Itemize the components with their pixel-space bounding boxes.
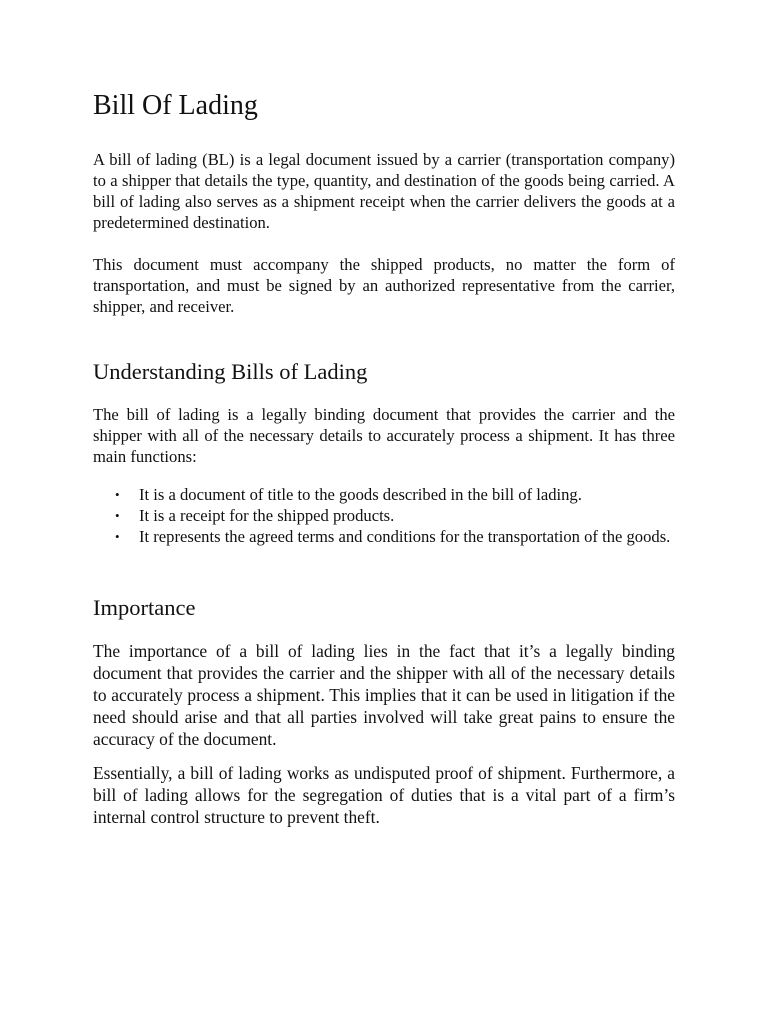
document-page (93, 86, 675, 828)
functions-list (93, 484, 675, 547)
bullet-icon: • (115, 529, 120, 544)
intro-paragraph-1: A bill of lading (BL) is a legal document issued by a carrier (transportation company) to a shipper that details the type, quantity, and destination of the goods being carried. A bill of lading also serves as a shipment receipt when the carrier delivers the goods at a predetermined destination. (93, 150, 675, 232)
list-item (93, 526, 675, 547)
list-item-text: It is a receipt for the shipped products. (139, 506, 395, 525)
importance-paragraph-1: The importance of a bill of lading lies in the fact that it’s a legally binding document that provides the carrier and the shipper with all of the necessary details to accurately process a shipment. This implies that it can be used in litigation if the need should arise and that all parties involved will take great pains to ensure the accuracy of the document. (93, 641, 675, 749)
list-item (93, 505, 675, 526)
list-item-text: It is a document of title to the goods described in the bill of lading. (139, 485, 582, 504)
intro-paragraph-2: This document must accompany the shipped products, no matter the form of transportation, and must be signed by an authorized representative from the carrier, shipper, and receiver. (93, 255, 675, 316)
section-heading-importance: Importance (93, 595, 196, 620)
list-item-text: It represents the agreed terms and conditions for the transportation of the goods. (139, 527, 671, 546)
understanding-paragraph: The bill of lading is a legally binding document that provides the carrier and the shipper with all of the necessary details to accurately process a shipment. It has three main functions: (93, 405, 675, 466)
section-heading-understanding: Understanding Bills of Lading (93, 359, 368, 384)
list-item (93, 484, 675, 505)
bullet-icon: • (115, 487, 120, 502)
importance-paragraph-2: Essentially, a bill of lading works as undisputed proof of shipment. Furthermore, a bill of lading allows for the segregation of duties that is a vital part of a firm’s internal control structure to prevent theft. (93, 763, 675, 827)
document-title: Bill Of Lading (93, 90, 258, 121)
importance-section (93, 640, 675, 828)
bullet-icon: • (115, 508, 120, 523)
